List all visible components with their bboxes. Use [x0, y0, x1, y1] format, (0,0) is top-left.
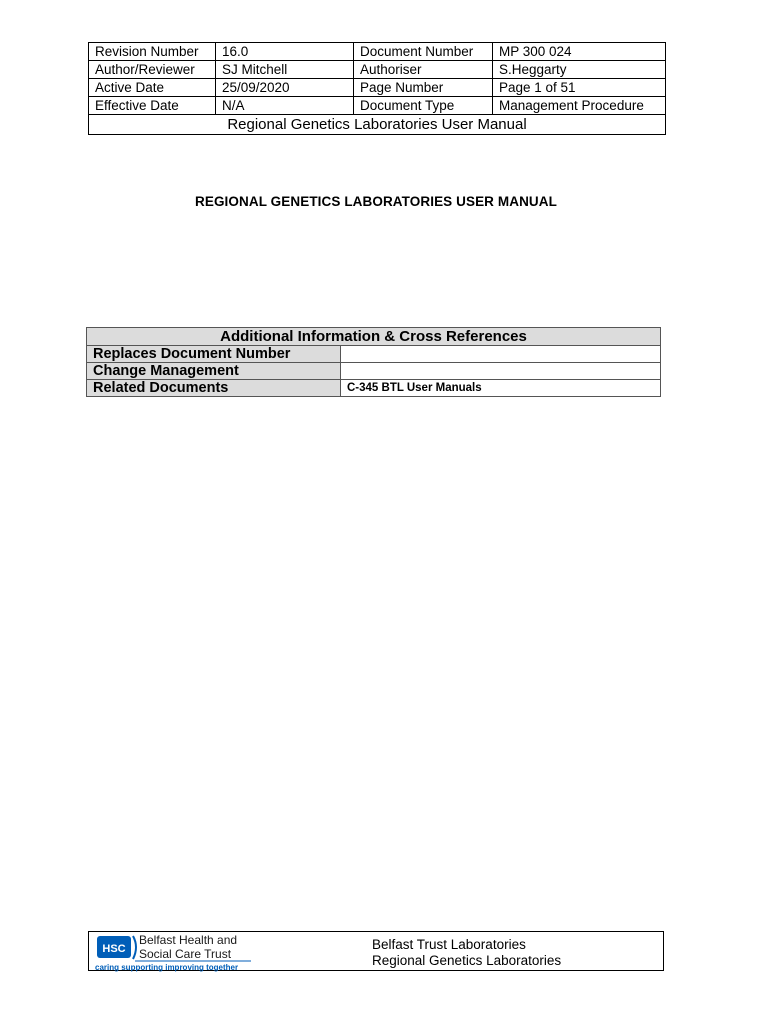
- table-row: [89, 79, 666, 97]
- page-title: REGIONAL GENETICS LABORATORIES USER MANUAL: [195, 194, 557, 209]
- cross-references-heading: Additional Information & Cross References: [87, 328, 661, 346]
- footer-line-2: Regional Genetics Laboratories: [372, 953, 562, 968]
- logo-name-line1: Belfast Health and: [139, 933, 238, 947]
- table-row: [89, 97, 666, 115]
- author-reviewer-value: SJ Mitchell: [216, 61, 354, 79]
- document-type-label: Document Type: [354, 97, 493, 115]
- document-number-label: Document Number: [354, 43, 493, 61]
- page-number-value: Page 1 of 51: [493, 79, 666, 97]
- authoriser-value: S.Heggarty: [493, 61, 666, 79]
- table-row: [87, 346, 661, 363]
- table-row: [89, 115, 666, 135]
- logo-arc: [133, 936, 136, 959]
- document-control-table: [88, 42, 666, 135]
- document-type-value: Management Procedure: [493, 97, 666, 115]
- belfast-trust-logo: [95, 932, 255, 972]
- authoriser-label: Authoriser: [354, 61, 493, 79]
- cross-references-table: [86, 327, 661, 397]
- change-management-value: [341, 363, 661, 380]
- document-number-value: MP 300 024: [493, 43, 666, 61]
- effective-date-label: Effective Date: [89, 97, 216, 115]
- table-header-row: [87, 328, 661, 346]
- page-number-label: Page Number: [354, 79, 493, 97]
- replaces-document-label: Replaces Document Number: [87, 346, 341, 363]
- logo-name-line2: Social Care Trust: [139, 947, 232, 961]
- replaces-document-value: [341, 346, 661, 363]
- table-row: [89, 61, 666, 79]
- logo-badge-text: HSC: [102, 943, 126, 955]
- active-date-value: 25/09/2020: [216, 79, 354, 97]
- table-row: [89, 43, 666, 61]
- author-reviewer-label: Author/Reviewer: [89, 61, 216, 79]
- active-date-label: Active Date: [89, 79, 216, 97]
- change-management-label: Change Management: [87, 363, 341, 380]
- effective-date-value: N/A: [216, 97, 354, 115]
- table-row: [87, 380, 661, 397]
- revision-number-value: 16.0: [216, 43, 354, 61]
- footer-line-1: Belfast Trust Laboratories: [372, 937, 526, 952]
- page-footer: [88, 931, 664, 971]
- table-row: [87, 363, 661, 380]
- revision-number-label: Revision Number: [89, 43, 216, 61]
- related-documents-value: C-345 BTL User Manuals: [341, 380, 661, 397]
- document-title-cell: Regional Genetics Laboratories User Manual: [89, 115, 666, 135]
- footer-text: [372, 937, 561, 969]
- related-documents-label: Related Documents: [87, 380, 341, 397]
- logo-tagline: caring supporting improving together: [95, 963, 239, 972]
